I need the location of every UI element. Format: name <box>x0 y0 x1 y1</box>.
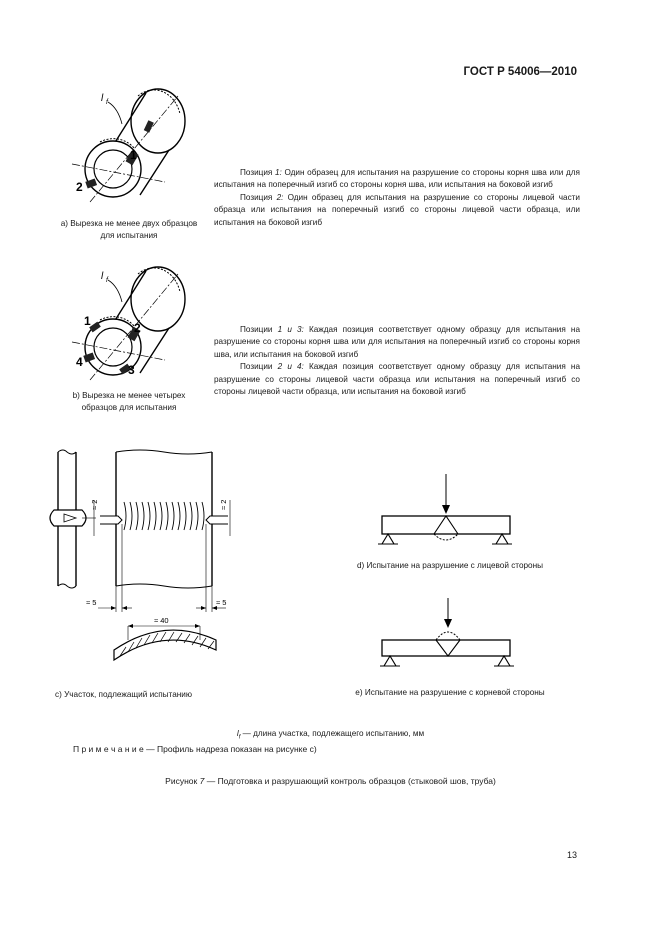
caption-e: e) Испытание на разрушение с корневой стороны <box>355 688 545 697</box>
mark-1-b: 1 <box>84 314 91 328</box>
note-label: П р и м е ч а н и е <box>73 744 144 754</box>
figure-c-test-section-drawing <box>40 440 250 680</box>
figure-d-face-bend-test <box>376 470 520 554</box>
dim-5-right: ≈ 5 <box>216 598 227 607</box>
figure-title <box>60 776 601 786</box>
dim-5-left: ≈ 5 <box>86 598 97 607</box>
mark-2-a: 2 <box>76 180 83 194</box>
legend-symbol: l <box>236 729 239 738</box>
caption-d: d) Испытание на разрушение с лицевой стороны <box>356 561 544 570</box>
lf-label-b: l <box>101 271 104 282</box>
legend-symbol-sub: f <box>238 734 241 741</box>
pos-a1-num: 1: <box>275 168 282 177</box>
dim-40: ≈ 40 <box>154 616 169 625</box>
note-text: — Профиль надреза показан на рисунке с) <box>146 744 317 754</box>
legend-line <box>120 729 541 741</box>
lf-sub-a: f <box>106 99 108 106</box>
figure-e-root-bend-test <box>376 594 520 678</box>
pos-b2-text: Каждая позиция соответствует одному образцу для испытания на разрушение со стороны лицевой части образца или испытания на поперечный изгиб со стороны лицевой части образца, или испытания на боковой изгиб <box>214 362 580 397</box>
dim-2-left: ≈ 2 <box>90 499 99 510</box>
caption-c: c) Участок, подлежащий испытанию <box>55 690 192 699</box>
pos-a2-text: Один образец для испытания на разрушение со стороны лицевой части образца или испытания на поперечный изгиб со стороны лицевой части образца, или испытания на боковой изгиб <box>214 192 580 227</box>
text-block-a <box>214 167 580 229</box>
mark-4-b: 4 <box>76 355 83 369</box>
figure-title-text: — Подготовка и разрушающий контроль образцов (стыковой шов, труба) <box>206 776 496 786</box>
figure-title-prefix: Рисунок <box>165 776 198 786</box>
note-line <box>73 744 317 754</box>
pos-a1-prefix: Позиция <box>240 168 273 177</box>
legend-text: — длина участка, подлежащего испытанию, мм <box>242 729 425 738</box>
mark-2-b: 2 <box>134 321 141 335</box>
figure-title-num: 7 <box>199 776 205 786</box>
mark-3-b: 3 <box>128 363 135 377</box>
mark-1-a: 1 <box>130 148 137 162</box>
pos-b2-prefix: Позиции <box>240 362 273 372</box>
pos-a2-prefix: Позиция <box>240 192 273 202</box>
pos-b1-prefix: Позиции <box>240 325 273 334</box>
lf-sub-b: f <box>106 277 108 284</box>
page-number: 13 <box>567 850 578 860</box>
caption-b: b) Вырезка не менее четырех образцов для испытания <box>72 391 186 412</box>
pos-a1-text: Один образец для испытания на разрушение со стороны корня шва или для испытания на поперечный изгиб со стороны корня шва, или испытания на боковой изгиб <box>214 168 580 190</box>
caption-a: a) Вырезка не менее двух образцов для испытания <box>60 219 198 240</box>
figure-b-pipe-drawing <box>60 262 200 382</box>
pos-a2-num: 2: <box>276 192 284 202</box>
pos-b1-nums: 1 и 3: <box>277 325 304 334</box>
text-block-b <box>214 324 580 398</box>
pos-b2-nums: 2 и 4: <box>277 362 304 372</box>
standard-header: ГОСТ Р 54006—2010 <box>463 66 577 78</box>
dim-2-right: ≈ 2 <box>219 499 228 510</box>
figure-a-pipe-drawing <box>60 84 200 204</box>
pos-b1-text: Каждая позиция соответствует одному образцу для испытания на разрушение со стороны корня шва или для испытания на поперечный изгиб со стороны корня шва, или испытания на боковой изгиб <box>214 325 580 359</box>
lf-label-a: l <box>101 93 104 104</box>
